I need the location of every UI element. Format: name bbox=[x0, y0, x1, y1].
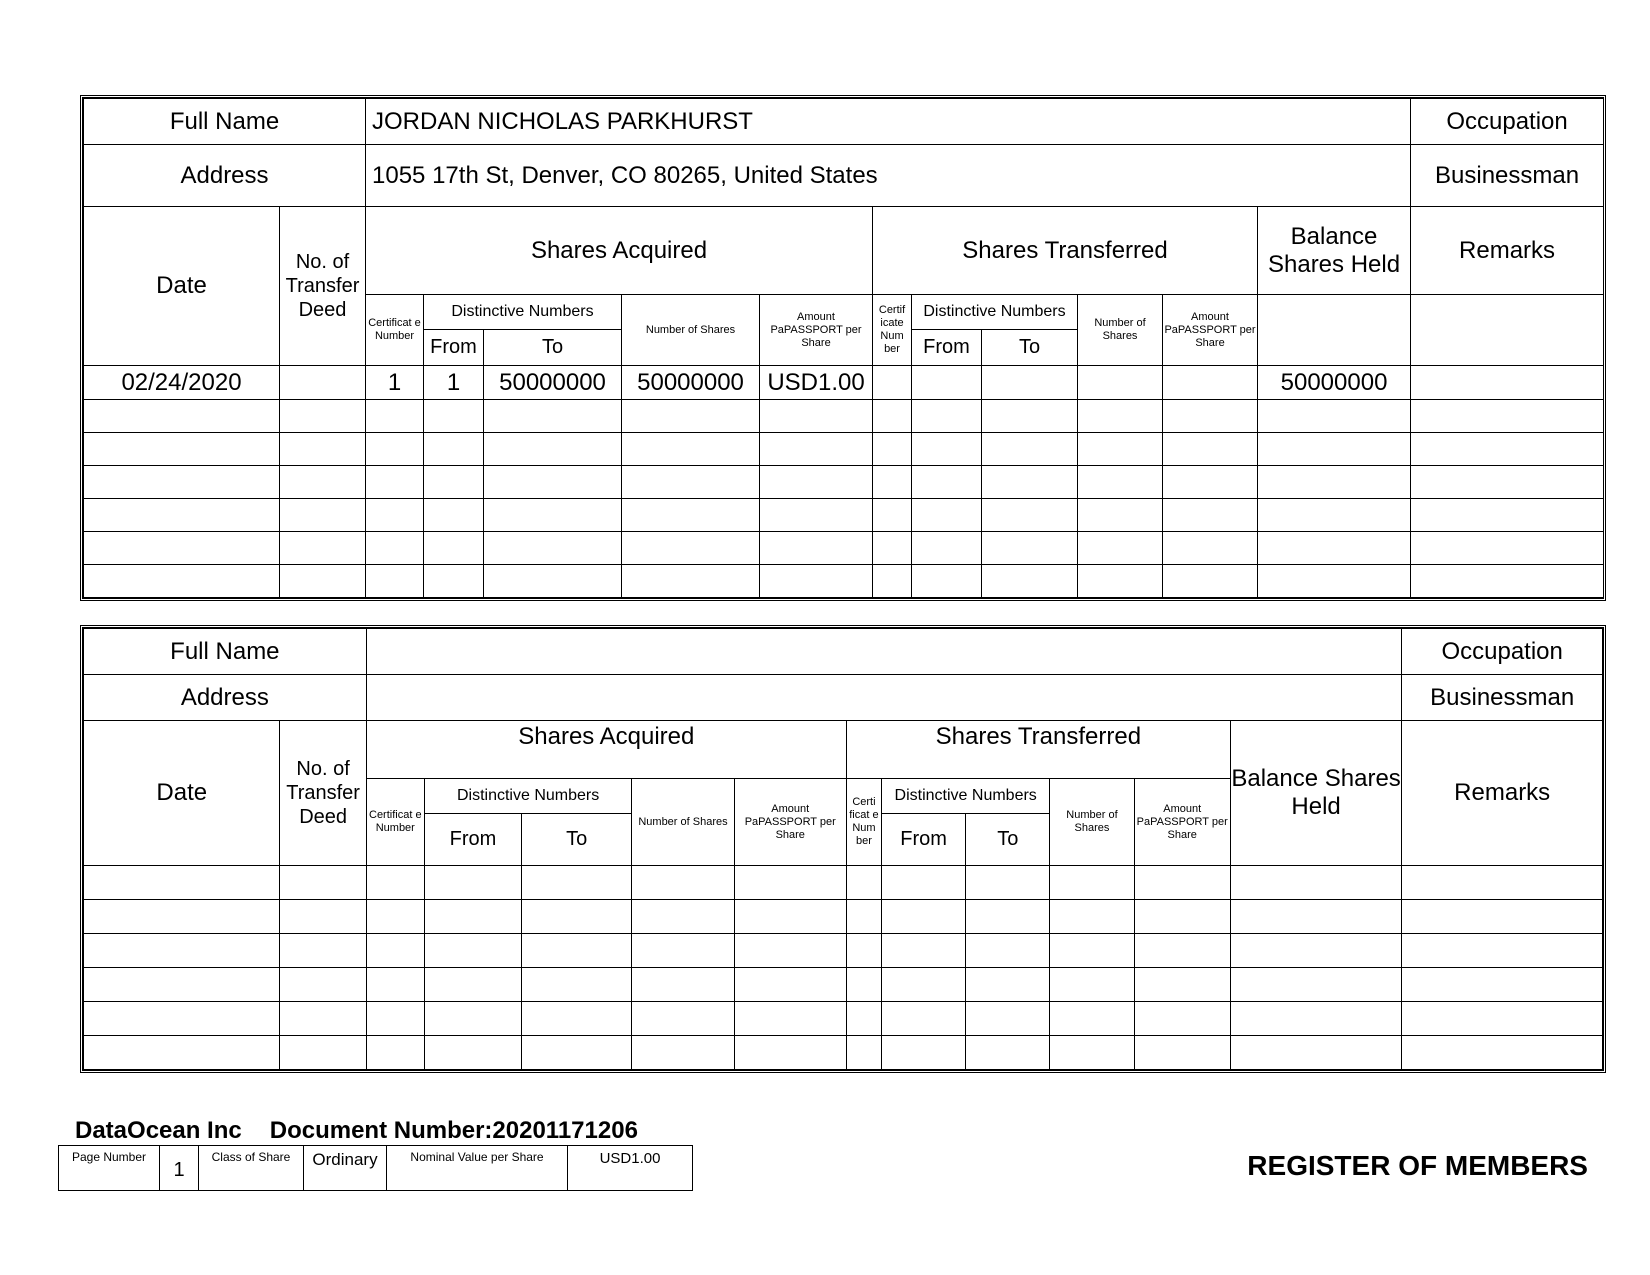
certificate-number-header: Certificat e Number bbox=[366, 295, 424, 366]
to-header-2: To bbox=[522, 814, 632, 866]
shares-transferred-header-2: Shares Transferred bbox=[846, 721, 1230, 779]
nominal-value-value: USD1.00 bbox=[568, 1146, 693, 1191]
member-register-2 bbox=[80, 625, 1606, 1073]
transfer-deed-header-2: No. of Transfer Deed bbox=[280, 721, 366, 866]
table-row bbox=[84, 433, 1604, 466]
date-header-2: Date bbox=[84, 721, 280, 866]
shares-acquired-header: Shares Acquired bbox=[366, 207, 873, 295]
row-number-of-shares: 50000000 bbox=[622, 366, 760, 400]
table-row bbox=[84, 565, 1604, 598]
number-of-shares-header: Number of Shares bbox=[622, 295, 760, 366]
footer-title bbox=[75, 1117, 666, 1145]
address-label-2: Address bbox=[84, 675, 367, 721]
address-label: Address bbox=[84, 145, 366, 207]
table-row bbox=[84, 532, 1604, 565]
transfer-amount-paid-header: Amount PaPASSPORT per Share bbox=[1163, 295, 1258, 366]
occupation-label: Occupation bbox=[1411, 99, 1604, 145]
occupation-value-2: Businessman bbox=[1402, 675, 1603, 721]
table-row bbox=[84, 866, 1603, 900]
transfer-distinctive-numbers-header-2: Distinctive Numbers bbox=[881, 779, 1049, 814]
row-from: 1 bbox=[424, 366, 484, 400]
table-row bbox=[84, 968, 1603, 1002]
row-amount-paid: USD1.00 bbox=[760, 366, 873, 400]
transfer-from-header: From bbox=[912, 330, 982, 366]
row-certificate: 1 bbox=[366, 366, 424, 400]
table-row bbox=[84, 934, 1603, 968]
occupation-value: Businessman bbox=[1411, 145, 1604, 207]
table-row bbox=[84, 900, 1603, 934]
distinctive-numbers-header-2: Distinctive Numbers bbox=[424, 779, 632, 814]
company-name: DataOcean Inc bbox=[75, 1117, 242, 1144]
page-number-label: Page Number bbox=[59, 1146, 160, 1191]
transfer-certificate-header: Certif icate Num ber bbox=[873, 295, 912, 366]
nominal-value-label: Nominal Value per Share bbox=[387, 1146, 568, 1191]
class-of-share-label: Class of Share bbox=[199, 1146, 304, 1191]
row-to: 50000000 bbox=[484, 366, 622, 400]
transfer-number-of-shares-header-2: Number of Shares bbox=[1050, 779, 1134, 866]
row-balance: 50000000 bbox=[1258, 366, 1411, 400]
table-row bbox=[84, 1036, 1603, 1070]
occupation-label-2: Occupation bbox=[1402, 629, 1603, 675]
class-of-share-value: Ordinary bbox=[304, 1146, 387, 1191]
table-row bbox=[84, 1002, 1603, 1036]
full-name-label-2: Full Name bbox=[84, 629, 367, 675]
member-register-1 bbox=[80, 95, 1606, 601]
amount-paid-header: Amount PaPASSPORT per Share bbox=[760, 295, 873, 366]
remarks-header-2: Remarks bbox=[1402, 721, 1603, 866]
from-header-2: From bbox=[424, 814, 521, 866]
table-row bbox=[84, 499, 1604, 532]
transfer-from-header-2: From bbox=[881, 814, 965, 866]
certificate-number-header-2: Certificat e Number bbox=[366, 779, 424, 866]
date-header: Date bbox=[84, 207, 280, 366]
document-number: Document Number:20201171206 bbox=[269, 1117, 638, 1144]
from-header: From bbox=[424, 330, 484, 366]
share-class-summary bbox=[58, 1145, 693, 1191]
full-name-label: Full Name bbox=[84, 99, 366, 145]
shares-acquired-header-2: Shares Acquired bbox=[366, 721, 846, 779]
distinctive-numbers-header: Distinctive Numbers bbox=[424, 295, 622, 330]
transfer-certificate-header-2: Certi ficat e Num ber bbox=[846, 779, 881, 866]
transfer-distinctive-numbers-header: Distinctive Numbers bbox=[912, 295, 1078, 330]
full-name-value-2 bbox=[366, 629, 1402, 675]
transfer-to-header: To bbox=[982, 330, 1078, 366]
register-of-members-heading: REGISTER OF MEMBERS bbox=[1247, 1150, 1588, 1181]
address-value-2 bbox=[366, 675, 1402, 721]
number-of-shares-header-2: Number of Shares bbox=[632, 779, 734, 866]
transfer-deed-header: No. of Transfer Deed bbox=[280, 207, 366, 366]
address-value: 1055 17th St, Denver, CO 80265, United States bbox=[366, 145, 1411, 207]
full-name-value: JORDAN NICHOLAS PARKHURST bbox=[366, 99, 1411, 145]
transfer-amount-paid-header-2: Amount PaPASSPORT per Share bbox=[1134, 779, 1230, 866]
table-row bbox=[84, 466, 1604, 499]
transfer-to-header-2: To bbox=[966, 814, 1050, 866]
table-row bbox=[84, 366, 1604, 400]
page-number-value: 1 bbox=[160, 1146, 199, 1191]
row-date: 02/24/2020 bbox=[84, 366, 280, 400]
table-row bbox=[84, 400, 1604, 433]
remarks-header: Remarks bbox=[1411, 207, 1604, 295]
balance-header: Balance Shares Held bbox=[1258, 207, 1411, 295]
amount-paid-header-2: Amount PaPASSPORT per Share bbox=[734, 779, 846, 866]
to-header: To bbox=[484, 330, 622, 366]
shares-transferred-header: Shares Transferred bbox=[873, 207, 1258, 295]
transfer-number-of-shares-header: Number of Shares bbox=[1078, 295, 1163, 366]
balance-header-2: Balance Shares Held bbox=[1230, 721, 1402, 866]
